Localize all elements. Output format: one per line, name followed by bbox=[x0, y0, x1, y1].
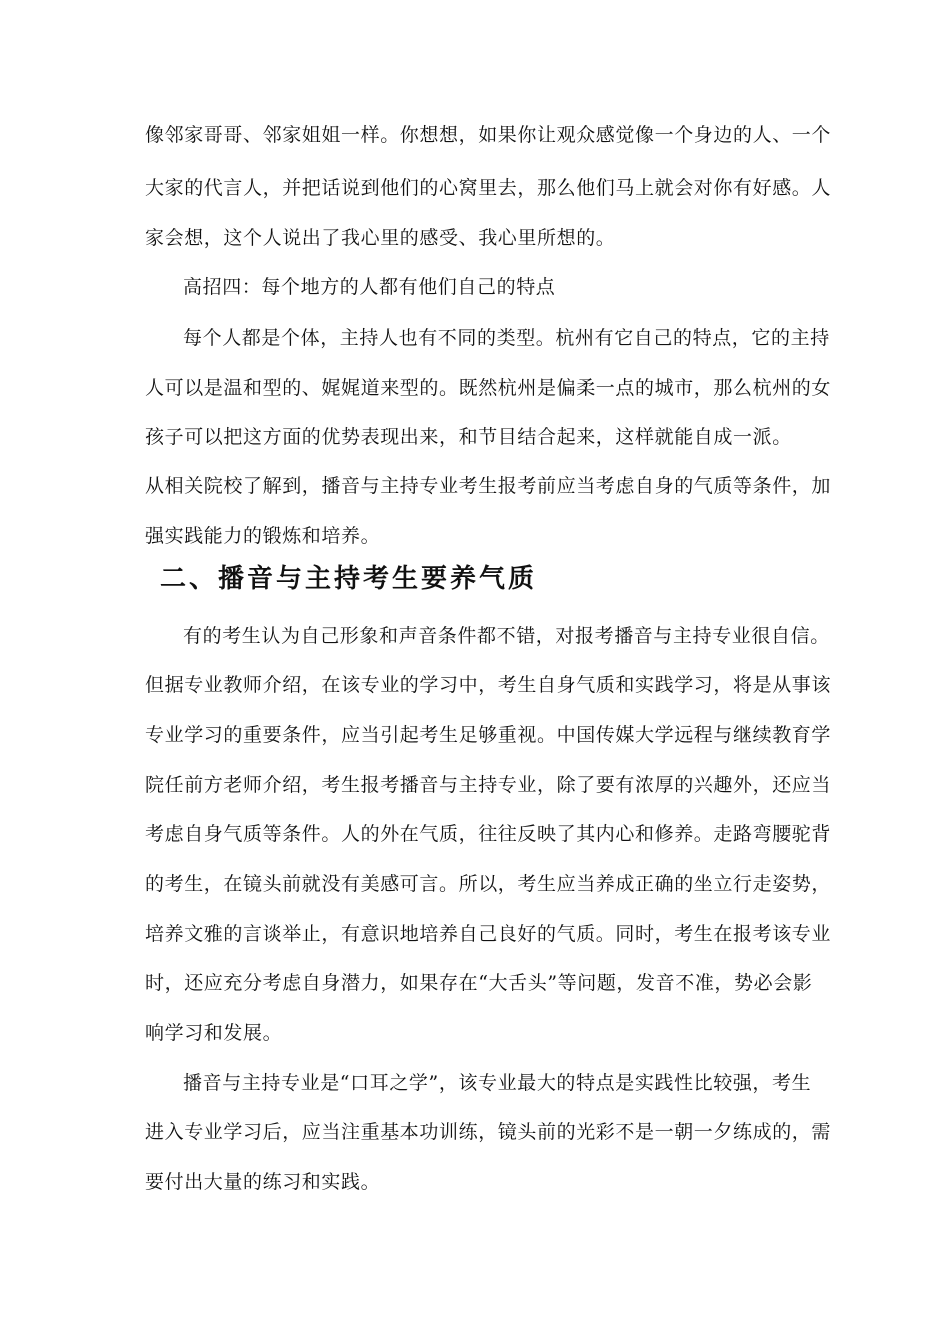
paragraph-line: 要付出大量的练习和实践。 bbox=[145, 1171, 381, 1193]
paragraph-line: 培养文雅的言谈举止，有意识地培养自己良好的气质。同时，考生在报考该专业 bbox=[145, 923, 832, 945]
paragraph-line: 响学习和发展。 bbox=[145, 1022, 283, 1044]
paragraph-line: 考虑自身气质等条件。人的外在气质，往往反映了其内心和修养。走路弯腰驼背 bbox=[145, 823, 832, 845]
paragraph-line: 但据专业教师介绍，在该专业的学习中，考生自身气质和实践学习，将是从事该 bbox=[145, 674, 832, 696]
paragraph-line: 院任前方老师介绍，考生报考播音与主持专业，除了要有浓厚的兴趣外，还应当 bbox=[145, 774, 832, 796]
paragraph-line: 从相关院校了解到，播音与主持专业考生报考前应当考虑自身的气质等条件，加 bbox=[145, 475, 832, 497]
paragraph-line: 播音与主持专业是“口耳之学”，该专业最大的特点是实践性比较强，考生 bbox=[183, 1072, 812, 1094]
paragraph-line: 进入专业学习后，应当注重基本功训练，镜头前的光彩不是一朝一夕练成的，需 bbox=[145, 1121, 832, 1143]
section-heading: 二、播音与主持考生要养气质 bbox=[160, 564, 538, 594]
paragraph-line: 有的考生认为自己形象和声音条件都不错，对报考播音与主持专业很自信。 bbox=[183, 625, 830, 647]
paragraph-line: 大家的代言人，并把话说到他们的心窝里去，那么他们马上就会对你有好感。人 bbox=[145, 177, 832, 199]
paragraph-line: 的考生，在镜头前就没有美感可言。所以，考生应当养成正确的坐立行走姿势， bbox=[145, 873, 832, 895]
paragraph-line: 孩子可以把这方面的优势表现出来，和节目结合起来，这样就能自成一派。 bbox=[145, 426, 792, 448]
paragraph-line: 强实践能力的锻炼和培养。 bbox=[145, 525, 381, 547]
paragraph-line: 家会想，这个人说出了我心里的感受、我心里所想的。 bbox=[145, 227, 616, 249]
paragraph-line: 像邻家哥哥、邻家姐姐一样。你想想，如果你让观众感觉像一个身边的人、一个 bbox=[145, 124, 832, 146]
subheading: 高招四：每个地方的人都有他们自己的特点 bbox=[183, 276, 556, 298]
paragraph-line: 时，还应充分考虑自身潜力，如果存在“大舌头”等问题，发音不准，势必会影 bbox=[145, 972, 813, 994]
paragraph-line: 每个人都是个体，主持人也有不同的类型。杭州有它自己的特点，它的主持 bbox=[183, 327, 830, 349]
paragraph-line: 人可以是温和型的、娓娓道来型的。既然杭州是偏柔一点的城市，那么杭州的女 bbox=[145, 377, 832, 399]
paragraph-line: 专业学习的重要条件，应当引起考生足够重视。中国传媒大学远程与继续教育学 bbox=[145, 724, 832, 746]
